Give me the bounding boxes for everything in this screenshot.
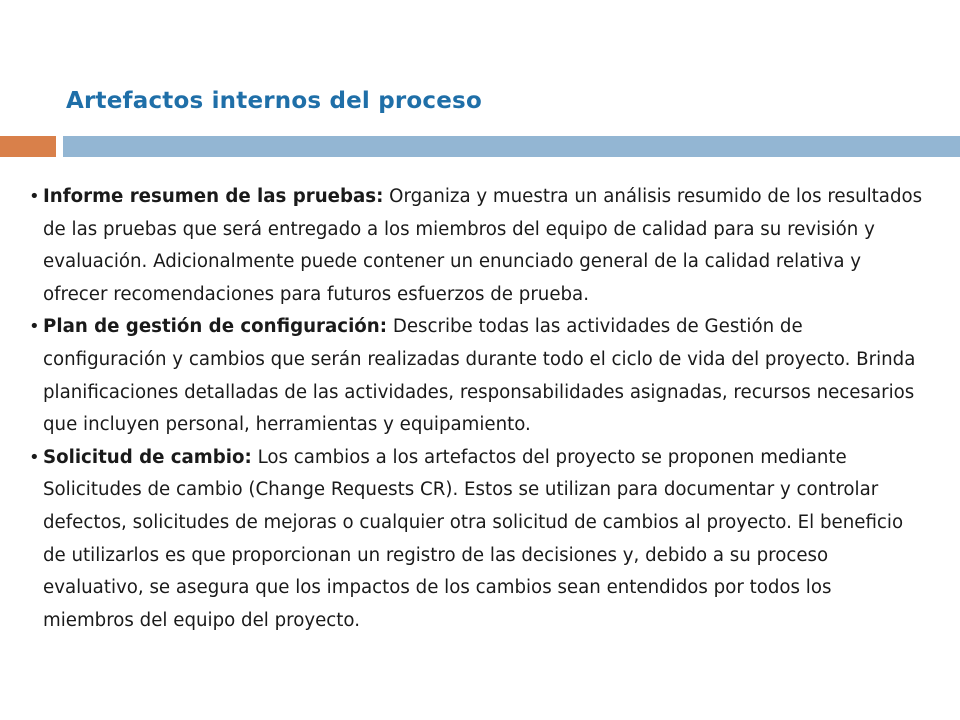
bullet-text: Describe todas las actividades de Gestión de configuración y cambios que serán realizadas durante todo el ciclo de vida del proyecto. Brinda planificaciones detalladas de las actividades, responsabilidades asignadas, recursos necesarios que incluyen personal, herramientas y equipamiento.	[43, 316, 916, 436]
bullet-icon: •	[29, 446, 40, 468]
bullet-icon: •	[29, 316, 40, 338]
bullet-term: Solicitud de cambio:	[43, 446, 252, 468]
bullet-text: Organiza y muestra un análisis resumido de los resultados de las pruebas que será entregado a los miembros del equipo de calidad para su revisión y evaluación. Adicionalmente puede contener un enunciado general de la calidad relativa y ofrecer recomendaciones para futuros esfuerzos de prueba.	[43, 186, 923, 305]
bullet-icon: •	[29, 186, 40, 207]
bullet-item-plan-gestion	[29, 311, 924, 441]
bullet-item-informe-resumen	[29, 181, 924, 311]
bullet-item-solicitud-cambio	[29, 442, 924, 638]
bullet-term: Informe resumen de las pruebas:	[43, 186, 384, 207]
accent-bar-orange	[0, 136, 56, 157]
bullet-term: Plan de gestión de configuración:	[43, 316, 388, 338]
slide-title: Artefactos internos del proceso	[66, 88, 482, 114]
accent-bar-blue	[63, 136, 960, 157]
bullet-text: Los cambios a los artefactos del proyecto se proponen mediante Solicitudes de cambio (Change Requests CR). Estos se utilizan para documentar y controlar defectos, solicitudes de mejoras o cualquier otra solicitud de cambios al proyecto. El beneficio de utilizarlos es que proporcionan un registro de las decisiones y, debido a su proceso evaluativo, se asegura que los impactos de los cambios sean entendidos por todos los miembros del equipo del proyecto.	[43, 446, 904, 631]
bullet-list	[29, 181, 924, 637]
